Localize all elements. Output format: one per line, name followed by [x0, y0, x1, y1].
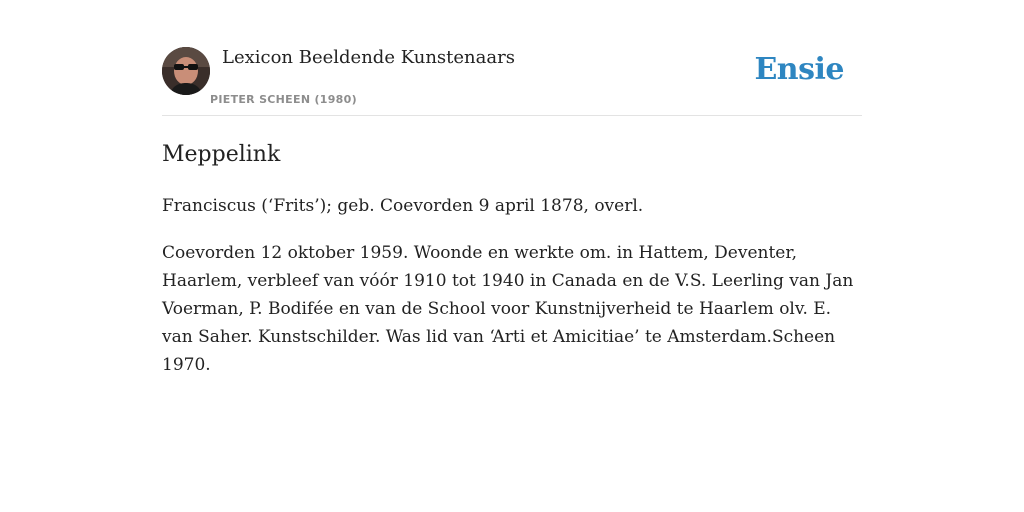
- entry-title: Meppelink: [162, 142, 281, 167]
- author-name[interactable]: PIETER SCHEEN (1980): [210, 93, 357, 106]
- author-avatar[interactable]: [162, 47, 210, 95]
- brand-logo[interactable]: Ensie: [754, 52, 844, 87]
- entry-paragraph: Coevorden 12 oktober 1959. Woonde en werkte om. in Hattem, Deventer, Haarlem, verbleef van vóór 1910 tot 1940 in Canada en de V.S. Leerling van Jan Voerman, P. Bodifée en van de School voor Kunstnijverheid te Haarlem olv. E. van Saher. Kunstschilder. Was lid van ‘Arti et Amicitiae’ te Amsterdam.Scheen 1970.: [162, 243, 854, 375]
- source-title[interactable]: Lexicon Beeldende Kunstenaars: [222, 47, 515, 68]
- source-header: [162, 46, 862, 116]
- avatar-portrait-icon: [162, 47, 210, 95]
- entry-paragraph: Franciscus (‘Frits’); geb. Coevorden 9 april 1878, overl.: [162, 196, 644, 216]
